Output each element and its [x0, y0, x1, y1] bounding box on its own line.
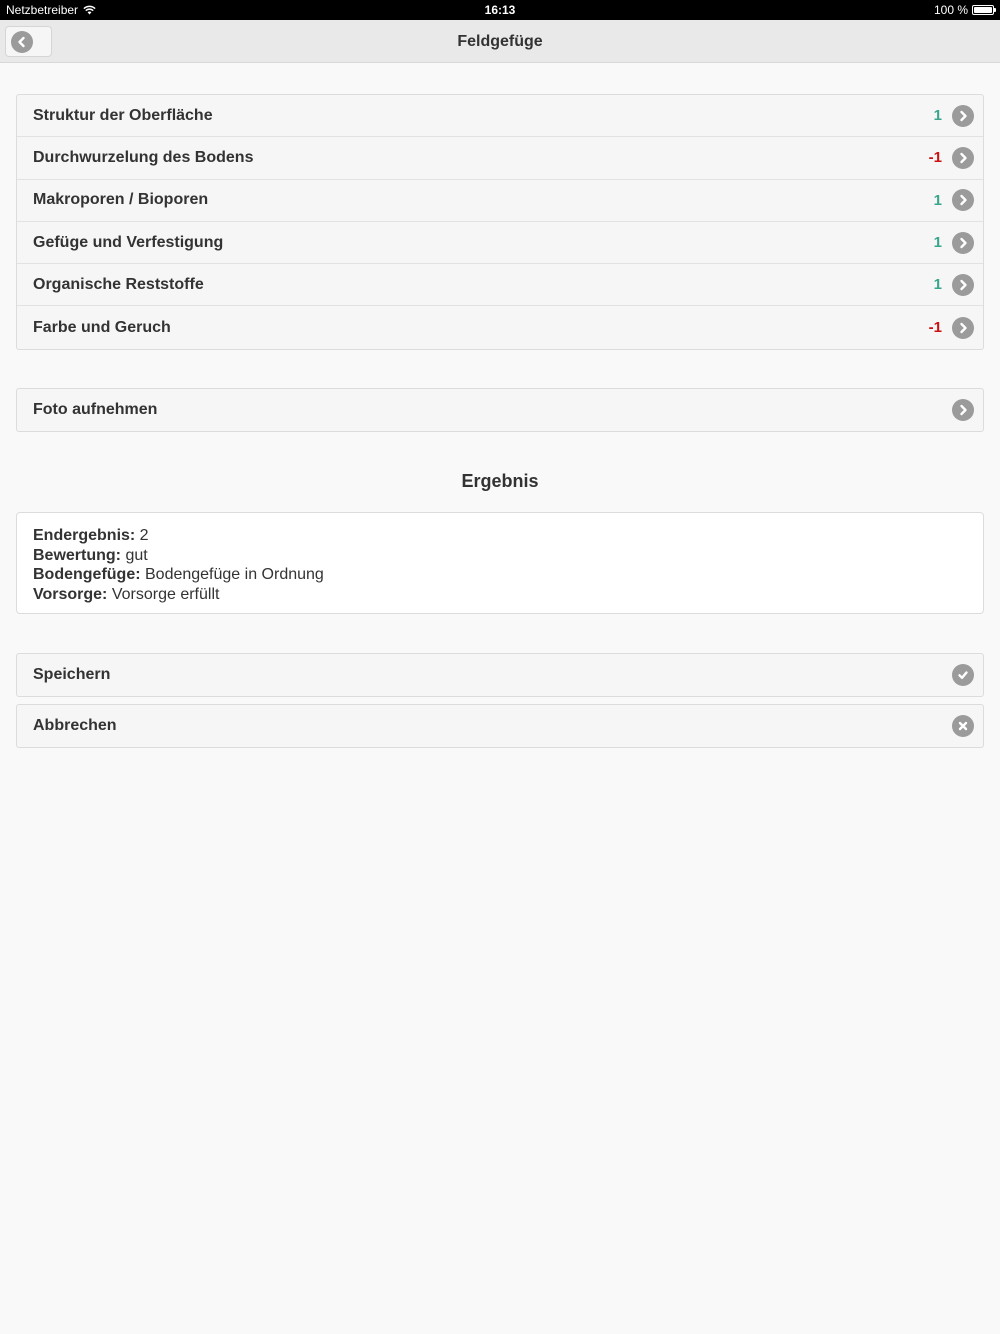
criteria-score: 1 [933, 276, 942, 294]
take-photo-label: Foto aufnehmen [33, 401, 158, 419]
criteria-item[interactable] [17, 222, 983, 264]
criteria-score: 1 [933, 234, 942, 252]
cancel-button[interactable] [17, 705, 983, 747]
criteria-label: Gefüge und Verfestigung [33, 233, 224, 251]
criteria-score: 1 [933, 107, 942, 125]
result-value: Bodengefüge in Ordnung [140, 566, 324, 584]
criteria-label: Makroporen / Bioporen [33, 191, 209, 209]
result-line-structure [33, 565, 967, 585]
criteria-score: -1 [928, 319, 942, 337]
battery-icon [972, 5, 994, 15]
result-line-precaution [33, 585, 967, 605]
result-key: Bewertung: [33, 546, 121, 564]
criteria-label: Struktur der Oberfläche [33, 106, 213, 124]
result-value: Vorsorge erfüllt [107, 585, 220, 603]
result-key: Vorsorge: [33, 585, 108, 603]
criteria-score: 1 [933, 191, 942, 209]
page-title: Feldgefüge [457, 33, 543, 50]
close-icon [952, 715, 974, 737]
result-key: Endergebnis: [33, 527, 136, 544]
save-list [16, 653, 984, 697]
result-heading: Ergebnis [461, 471, 539, 491]
criteria-label: Organische Reststoffe [33, 275, 204, 293]
cancel-list [16, 704, 984, 748]
result-value: 2 [135, 527, 149, 544]
result-box [16, 512, 984, 614]
criteria-item[interactable] [17, 137, 983, 179]
criteria-label: Durchwurzelung des Bodens [33, 148, 254, 166]
status-time: 16:13 [484, 3, 516, 17]
criteria-item[interactable] [17, 95, 983, 137]
criteria-item[interactable] [17, 264, 983, 306]
carrier-label: Netzbetreiber [6, 3, 79, 17]
save-button[interactable] [17, 654, 983, 696]
result-key: Bodengefüge: [33, 566, 141, 584]
chevron-right-icon [952, 399, 974, 421]
result-line-final [33, 526, 967, 546]
battery-group [934, 3, 994, 17]
result-value: gut [121, 546, 148, 564]
photo-list [16, 388, 984, 432]
cancel-label: Abbrechen [33, 717, 117, 735]
chevron-right-icon [952, 274, 974, 296]
check-icon [952, 664, 974, 686]
criteria-list [16, 94, 984, 350]
criteria-item[interactable] [17, 180, 983, 222]
chevron-right-icon [952, 317, 974, 339]
result-line-rating [33, 546, 967, 566]
save-label: Speichern [33, 666, 111, 684]
battery-percent: 100 % [933, 3, 968, 17]
chevron-right-icon [952, 232, 974, 254]
criteria-label: Farbe und Geruch [33, 318, 171, 336]
status-bar [0, 0, 1000, 20]
chevron-right-icon [952, 105, 974, 127]
chevron-right-icon [952, 147, 974, 169]
criteria-item[interactable] [17, 306, 983, 348]
chevron-right-icon [952, 189, 974, 211]
criteria-score: -1 [928, 149, 942, 167]
take-photo-button[interactable] [17, 389, 983, 431]
nav-header [0, 20, 1000, 63]
